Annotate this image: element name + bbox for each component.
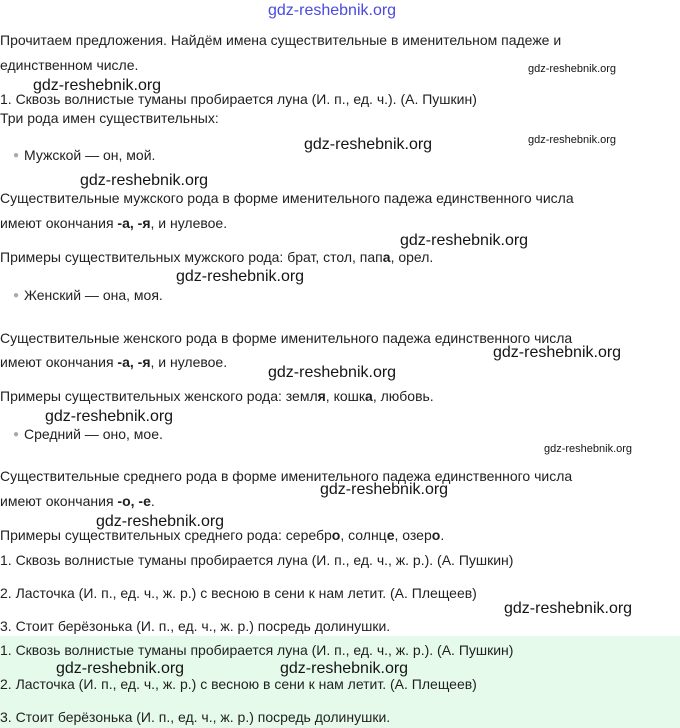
watermark: gdz-reshebnik.org xyxy=(33,77,162,94)
neuter-desc-1: Существительные среднего рода в форме именительного падежа единственного числа xyxy=(0,468,573,484)
feminine-endings xyxy=(0,353,227,371)
feminine-examples-hl1: я xyxy=(317,388,326,404)
answer-sentence-3: 3. Стоит берёзонька (И. п., ед. ч., ж. р.) посредь долинушки. xyxy=(0,709,391,725)
watermark: gdz-reshebnik.org xyxy=(268,364,397,381)
feminine-ending-ya: -я xyxy=(137,354,151,370)
neuter-examples-hl1: о xyxy=(331,527,341,543)
intro-line-2: единственном числе. xyxy=(0,57,139,73)
neuter-bullet-icon: ● xyxy=(13,429,20,440)
masculine-endings-post: , и нулевое. xyxy=(150,215,228,231)
watermark-small: gdz-reshebnik.org xyxy=(528,63,617,75)
watermark: gdz-reshebnik.org xyxy=(96,513,225,530)
masculine-examples xyxy=(0,248,433,266)
feminine-examples-pre: Примеры существительных женского рода: земл xyxy=(0,388,318,404)
answer-sentence-2: 2. Ласточка (И. п., ед. ч., ж. р.) с весною в сени к нам летит. (А. Плещеев) xyxy=(0,676,477,692)
neuter-examples-hl3: о xyxy=(431,527,441,543)
watermark: gdz-reshebnik.org xyxy=(280,660,409,677)
neuter-bullet: Средний — оно, мое. xyxy=(24,426,163,442)
neuter-examples-post: . xyxy=(440,527,445,543)
watermark: gdz-reshebnik.org xyxy=(56,660,185,677)
watermark: gdz-reshebnik.org xyxy=(493,344,622,361)
masculine-ending-a: -а xyxy=(117,215,130,231)
answer-sentence-1: 1. Сквозь волнистые туманы пробирается луна (И. п., ед. ч., ж. р.). (А. Пушкин) xyxy=(0,642,514,658)
feminine-examples xyxy=(0,387,434,405)
feminine-examples-hl2: а xyxy=(365,388,373,404)
masculine-examples-post: , орел. xyxy=(390,249,434,265)
feminine-ending-sep: , xyxy=(129,354,138,370)
watermark: gdz-reshebnik.org xyxy=(504,600,633,617)
sentence-1: 1. Сквозь волнистые туманы пробирается луна (И. п., ед. ч., ж. р.). (А. Пушкин) xyxy=(0,552,514,568)
neuter-examples-mid1: , солнц xyxy=(340,527,387,543)
neuter-ending-sep: , xyxy=(130,493,139,509)
masculine-desc-1: Существительные мужского рода в форме именительного падежа единственного числа xyxy=(0,190,574,206)
feminine-desc-1: Существительные женского рода в форме именительного падежа единственного числа xyxy=(0,330,573,346)
top-watermark: gdz-reshebnik.org xyxy=(268,2,397,19)
masculine-bullet: Мужской — он, мой. xyxy=(24,147,156,163)
neuter-ending-e: -е xyxy=(138,493,151,509)
masculine-examples-pre: Примеры существительных мужского рода: брат, стол, пап xyxy=(0,249,383,265)
neuter-endings xyxy=(0,492,155,510)
watermark: gdz-reshebnik.org xyxy=(45,408,174,425)
feminine-endings-post: , и нулевое. xyxy=(150,354,228,370)
masculine-bullet-icon: ● xyxy=(13,150,20,161)
neuter-examples-mid2: , озер xyxy=(394,527,432,543)
sentence-3: 3. Стоит берёзонька (И. п., ед. ч., ж. р.) посредь долинушки. xyxy=(0,618,391,634)
feminine-examples-mid: , кошк xyxy=(325,388,366,404)
watermark: gdz-reshebnik.org xyxy=(320,481,449,498)
masculine-endings-pre: имеют окончания xyxy=(0,215,118,231)
watermark: gdz-reshebnik.org xyxy=(400,232,529,249)
watermark: gdz-reshebnik.org xyxy=(304,136,433,153)
masculine-examples-hl: а xyxy=(382,249,391,265)
intro-line-1: Прочитаем предложения. Найдём имена существительные в именительном падеже и xyxy=(0,32,562,48)
feminine-ending-a: -а xyxy=(117,354,130,370)
sentence-2: 2. Ласточка (И. п., ед. ч., ж. р.) с весною в сени к нам летит. (А. Плещеев) xyxy=(0,585,477,601)
example-sentence-1: 1. Сквозь волнистые туманы пробирается луна (И. п., ед. ч.). (А. Пушкин) xyxy=(0,91,477,107)
masculine-ending-sep: , xyxy=(129,215,138,231)
watermark-small: gdz-reshebnik.org xyxy=(528,134,617,146)
masculine-ending-ya: -я xyxy=(137,215,151,231)
neuter-endings-post: . xyxy=(150,493,155,509)
feminine-bullet-icon: ● xyxy=(13,290,20,301)
watermark: gdz-reshebnik.org xyxy=(176,268,305,285)
feminine-examples-post: , любовь. xyxy=(372,388,434,404)
masculine-endings xyxy=(0,214,227,232)
watermark-small: gdz-reshebnik.org xyxy=(544,443,633,455)
neuter-endings-pre: имеют окончания xyxy=(0,493,118,509)
neuter-examples-pre: Примеры существительных среднего рода: серебр xyxy=(0,527,332,543)
genders-title: Три рода имен существительных: xyxy=(0,110,219,126)
watermark: gdz-reshebnik.org xyxy=(80,172,209,189)
feminine-endings-pre: имеют окончания xyxy=(0,354,118,370)
neuter-examples-hl2: е xyxy=(386,527,395,543)
feminine-bullet: Женский — она, моя. xyxy=(24,287,163,303)
neuter-ending-o: -о xyxy=(117,493,131,509)
